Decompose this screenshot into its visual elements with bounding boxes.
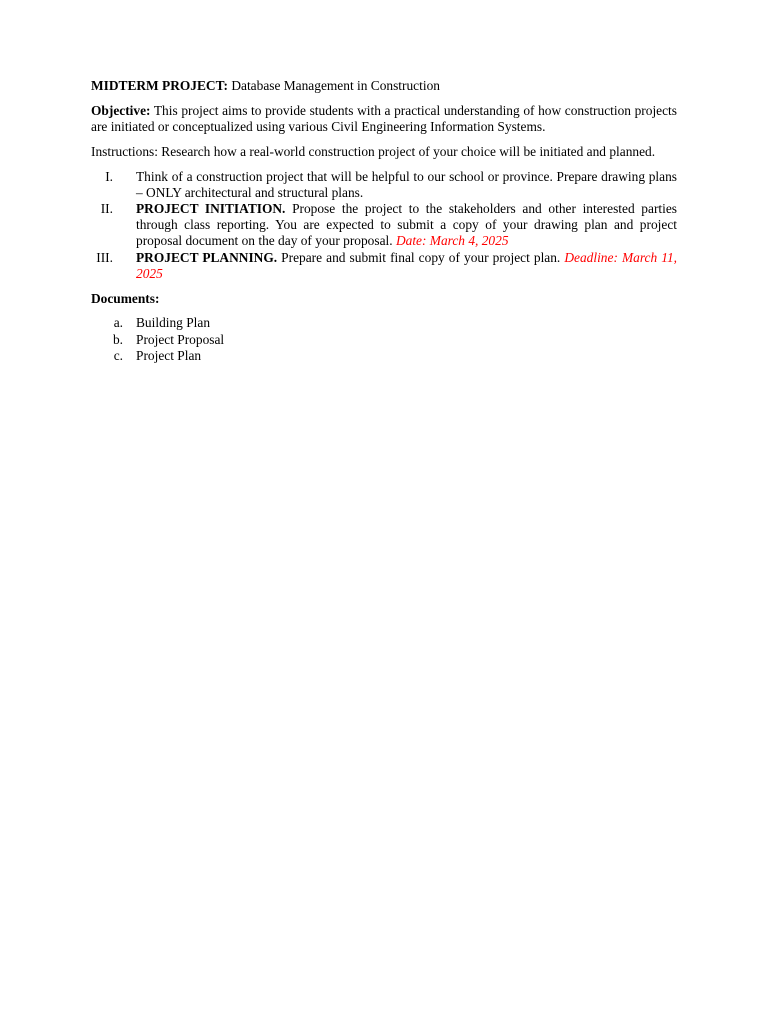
document-item-text: Building Plan (136, 315, 211, 331)
step-label: PROJECT PLANNING. (136, 249, 278, 265)
documents-list (91, 315, 677, 364)
step-label: PROJECT INITIATION. (136, 201, 286, 216)
list-item (91, 169, 677, 201)
step-text: Prepare and submit final copy of your project plan. (277, 249, 565, 265)
list-item (91, 201, 677, 250)
document-heading (91, 78, 677, 94)
documents-title: Documents: (91, 290, 160, 306)
heading-label: MIDTERM PROJECT: (91, 78, 228, 93)
step-text: Think of a construction project that will be helpful to our school or province. Prepare drawing plans – ONLY architectural and structural plans. (136, 168, 677, 200)
objective-text: This project aims to provide students with a practical understanding of how construction projects are initiated or conceptualized using various Civil Engineering Information Systems. (91, 102, 677, 134)
step-due-date: Date: March 4, 2025 (395, 233, 509, 249)
step-text: Propose the project to the stakeholders and other interested parties through class reporting. You are expected to submit a copy of your drawing plan and project proposal document on the day of your proposal. (136, 201, 677, 249)
document-page (91, 78, 677, 373)
list-marker: I. (105, 168, 113, 184)
list-marker: a. (113, 315, 123, 331)
steps-list (91, 169, 677, 282)
list-marker: III. (96, 249, 113, 265)
objective-label: Objective: (91, 102, 151, 118)
list-marker: c. (113, 347, 123, 363)
list-marker: b. (112, 331, 123, 347)
list-item (91, 332, 677, 348)
list-item (91, 348, 677, 364)
document-item-text: Project Plan (136, 347, 202, 363)
list-marker: II. (100, 201, 113, 216)
objective-paragraph (91, 103, 677, 135)
list-item (91, 315, 677, 331)
heading-text: Database Management in Construction (228, 78, 440, 93)
list-item (91, 250, 677, 282)
step-due-date: Deadline: March 11, 2025 (136, 249, 677, 281)
instructions-paragraph: Instructions: Research how a real-world construction project of your choice will be initiated and planned. (91, 143, 656, 159)
document-item-text: Project Proposal (136, 331, 225, 347)
